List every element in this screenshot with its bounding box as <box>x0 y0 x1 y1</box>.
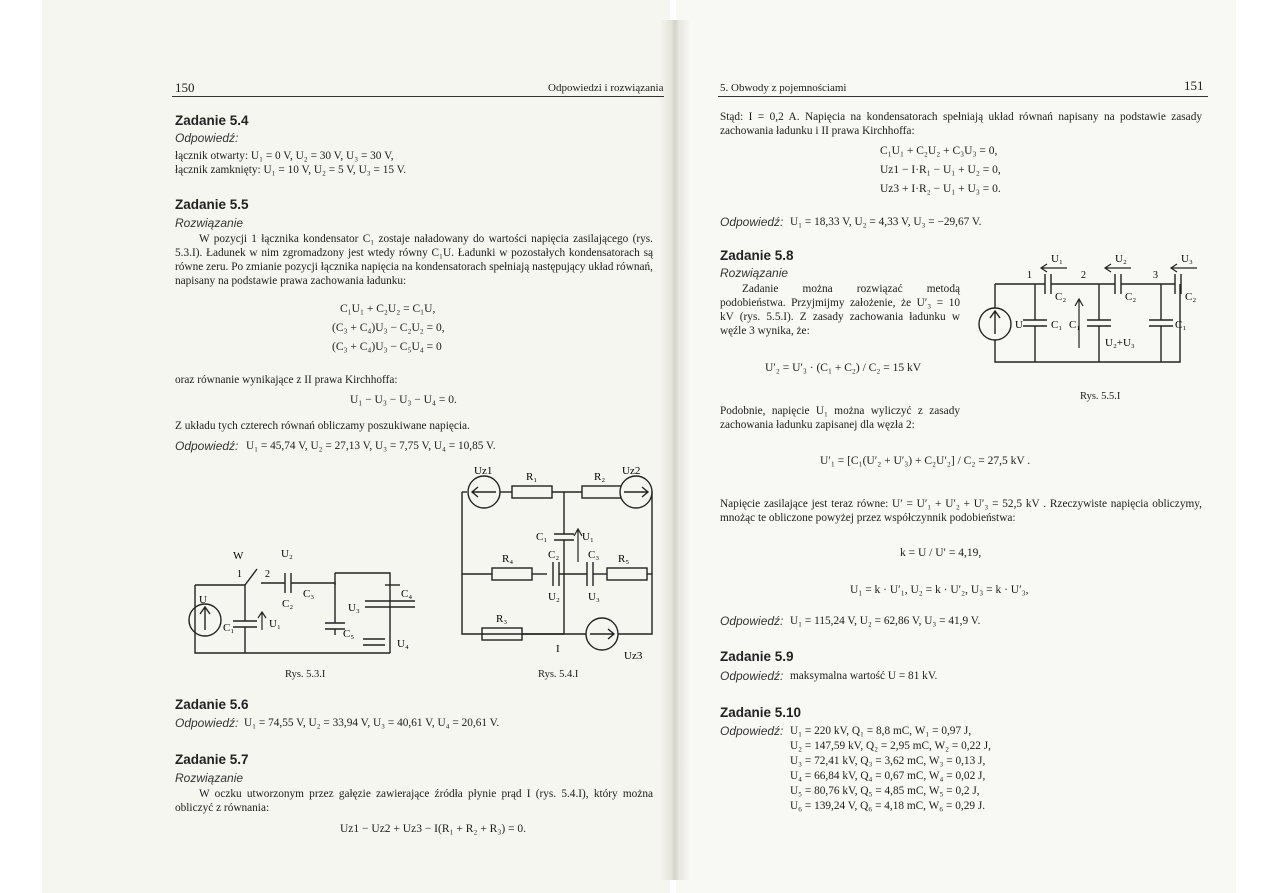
solution-label-5-7: Rozwiązanie <box>175 771 244 785</box>
label-u3: U₃ <box>348 602 360 614</box>
answer-label-5-9: Odpowiedź: <box>720 669 784 683</box>
answer-5-4-closed: łącznik zamknięty: U₁ = 10 V, U₂ = 5 V, U₃ = 15 V. <box>175 164 407 176</box>
label-c2c-fig55: C₂ <box>1185 291 1197 303</box>
equation-151-1: C₁U₁ + C₂U₂ + C₃U₃ = 0, <box>880 145 998 157</box>
paragraph-5-8-a: Zadanie można rozwiązać metodą podobieństwa. Przyjmijmy założenie, że U′₃ = 10 kV (rys. 5.5.I). Z zasady zachowania ładunku w węźle 3 wynika, że: <box>720 283 960 337</box>
paragraph-5-5-a: W pozycji 1 łącznika kondensator C₁ zostaje naładowany do wartości napięcia zasilającego (rys. 5.3.I). Ładunek w nim zgromadzony jest wtedy równy C₁U. Ładunki w pozostałych kondensatorach są równe zeru. Po zmianie pozycji łącznika napięcia na kondensatorach spełniają następujący układ równań, napisany na podstawie prawa zachowania ładunku: <box>175 233 653 287</box>
resistor-r5-icon <box>607 568 647 580</box>
label-w: W <box>233 550 244 562</box>
answer-label-5-7: Odpowiedź: <box>720 215 784 229</box>
right-running-head: 5. Obwody z pojemnościami <box>720 82 847 94</box>
label-node-3-fig55: 3 <box>1153 270 1158 281</box>
label-u2: U₂ <box>281 548 293 560</box>
left-page-number: 150 <box>175 80 195 95</box>
label-c1-fig54: C₁ <box>536 531 548 543</box>
answer-5-9: maksymalna wartość U = 81 kV. <box>790 670 938 682</box>
figure-5-3-circuit <box>185 535 425 665</box>
label-u: U <box>199 594 207 606</box>
equation-5-8-a: U′₂ = U′₃ · (C₁ + C₂) / C₂ = 15 kV <box>765 362 922 374</box>
answer-label-5-5: Odpowiedź: <box>175 439 239 453</box>
label-u3-fig55: U₃ <box>1181 253 1193 265</box>
heading-5-10: Zadanie 5.10 <box>720 705 802 720</box>
book-gutter <box>660 20 690 880</box>
label-r4: R₄ <box>502 553 514 565</box>
heading-5-8: Zadanie 5.8 <box>720 248 794 263</box>
label-c5: C₅ <box>343 628 355 640</box>
answer-5-10-row: U₂ = 147,59 kV, Q₂ = 2,95 mC, W₂ = 0,22 J, <box>790 740 991 752</box>
label-node-1: 1 <box>237 569 242 580</box>
paragraph-5-7: W oczku utworzonym przez gałęzie zawierające źródła płynie prąd I (rys. 5.4.I), który można obliczyć z równania: <box>175 788 653 814</box>
paragraph-5-8-c: Napięcie zasilające jest teraz równe: U′ = U′₁ + U′₂ + U′₃ = 52,5 kV . Rzeczywiste napięcia obliczymy, mnożąc te obliczone powyżej przez współczynnik podobieństwa: <box>720 498 1202 524</box>
label-node-2: 2 <box>265 569 270 580</box>
heading-5-9: Zadanie 5.9 <box>720 649 794 664</box>
left-header-rule <box>172 96 664 97</box>
caption-5-5: Rys. 5.5.I <box>1080 391 1121 402</box>
label-c2a-fig55: C₂ <box>1055 291 1067 303</box>
resistor-r1-icon <box>512 486 552 498</box>
label-current-i: I <box>556 643 560 655</box>
answer-5-10-row: U₆ = 139,24 V, Q₆ = 4,18 mC, W₆ = 0,29 J. <box>790 800 986 812</box>
equation-5-8-b: U′₁ = [C₁(U′₂ + U′₃) + C₂U′₂] / C₂ = 27,5 kV . <box>820 455 1031 467</box>
solution-label-5-5: Rozwiązanie <box>175 216 244 230</box>
label-u1: U₁ <box>269 618 281 630</box>
equation-5-8-k: k = U / U′ = 4,19, <box>900 547 982 559</box>
paragraph-5-5-b: oraz równanie wynikające z II prawa Kirchhoffa: <box>175 374 398 386</box>
label-c3: C₃ <box>303 588 315 600</box>
figure-5-4-circuit <box>452 462 667 672</box>
equation-5-7: Uz1 − Uz2 + Uz3 − I(R₁ + R₂ + R₃) = 0. <box>340 823 527 835</box>
label-u1-fig54: U₁ <box>582 531 594 543</box>
label-u1-fig55: U₁ <box>1051 253 1063 265</box>
label-c4: C₄ <box>401 588 413 600</box>
right-header-rule <box>718 96 1208 97</box>
figure-5-5-circuit <box>975 248 1200 378</box>
equation-5-5-2: (C₃ + C₄)U₃ − C₂U₂ = 0, <box>332 322 445 334</box>
answer-label-5-4: Odpowiedź: <box>175 131 239 145</box>
label-r5: R₅ <box>618 553 630 565</box>
left-running-head: Odpowiedzi i rozwiązania <box>548 82 664 94</box>
heading-5-6: Zadanie 5.6 <box>175 697 249 712</box>
right-page-number: 151 <box>1184 78 1204 93</box>
label-r2: R₂ <box>594 471 606 483</box>
label-c3-fig54: C₃ <box>588 549 600 561</box>
label-uz1: Uz1 <box>474 465 493 477</box>
heading-5-5: Zadanie 5.5 <box>175 197 249 212</box>
label-c2b-fig55: C₂ <box>1125 291 1137 303</box>
label-r3: R₃ <box>496 613 508 625</box>
paragraph-intro-151: Stąd: I = 0,2 A. Napięcia na kondensatorach spełniają układ równań napisany na podstawie zasady zachowania ładunku i II prawa Kirchhoffa: <box>720 111 1202 137</box>
equation-151-2: Uz1 − I·R₁ − U₁ + U₂ = 0, <box>880 164 1001 176</box>
heading-5-7: Zadanie 5.7 <box>175 752 249 767</box>
label-u2-fig55: U₂ <box>1115 253 1127 265</box>
label-c1: C₁ <box>223 622 235 634</box>
answer-5-10-row: U₃ = 72,41 kV, Q₃ = 3,62 mC, W₃ = 0,13 J, <box>790 755 986 767</box>
answer-label-5-8: Odpowiedź: <box>720 614 784 628</box>
label-c1b-fig55: C₁ <box>1069 319 1081 331</box>
equation-5-8-u: U₁ = k · U′₁, U₂ = k · U′₂, U₃ = k · U′₃, <box>850 584 1029 596</box>
equation-151-3: Uz3 + I·R₂ − U₁ + U₃ = 0. <box>880 183 1001 195</box>
paragraph-5-8-b: Podobnie, napięcie U₁ można wyliczyć z zasady zachowania ładunku zapisanej dla węzła 2: <box>720 405 960 431</box>
solution-label-5-8: Rozwiązanie <box>720 266 789 280</box>
equation-5-5-1: C₁U₁ + C₂U₂ = C₁U, <box>340 303 436 315</box>
label-c1c-fig55: C₁ <box>1175 319 1187 331</box>
label-u4: U₄ <box>397 638 409 650</box>
label-c1a-fig55: C₁ <box>1051 319 1063 331</box>
answer-5-6: U₁ = 74,55 V, U₂ = 33,94 V, U₃ = 40,61 V, U₄ = 20,61 V. <box>244 717 500 729</box>
label-uz2: Uz2 <box>622 465 641 477</box>
caption-5-3: Rys. 5.3.I <box>285 669 326 680</box>
resistor-r4-icon <box>492 568 532 580</box>
label-u2-fig54: U₂ <box>548 591 560 603</box>
answer-5-8: U₁ = 115,24 V, U₂ = 62,86 V, U₃ = 41,9 V. <box>790 615 981 627</box>
label-r1: R₁ <box>526 471 538 483</box>
resistor-r2-icon <box>582 486 622 498</box>
answer-5-10-row: U₁ = 220 kV, Q₁ = 8,8 mC, W₁ = 0,97 J, <box>790 725 972 737</box>
label-node-1-fig55: 1 <box>1027 270 1032 281</box>
caption-5-4: Rys. 5.4.I <box>538 669 579 680</box>
answer-5-10-row: U₅ = 80,76 kV, Q₅ = 4,85 mC, W₅ = 0,2 J, <box>790 785 980 797</box>
label-c2: C₂ <box>282 598 294 610</box>
answer-5-4-open: łącznik otwarty: U₁ = 0 V, U₂ = 30 V, U₃ = 30 V, <box>175 150 394 162</box>
equation-5-5-4: U₁ − U₃ − U₃ − U₄ = 0. <box>350 394 457 406</box>
answer-5-10-row: U₄ = 66,84 kV, Q₄ = 0,67 mC, W₄ = 0,02 J, <box>790 770 986 782</box>
answer-label-5-6: Odpowiedź: <box>175 716 239 730</box>
heading-5-4: Zadanie 5.4 <box>175 113 249 128</box>
label-u3-fig54: U₃ <box>588 591 600 603</box>
label-node-2-fig55: 2 <box>1081 270 1086 281</box>
equation-5-5-3: (C₃ + C₄)U₃ − C₅U₄ = 0 <box>332 341 442 353</box>
answer-5-5: U₁ = 45,74 V, U₂ = 27,13 V, U₃ = 7,75 V, U₄ = 10,85 V. <box>246 440 496 452</box>
answer-5-7: U₁ = 18,33 V, U₂ = 4,33 V, U₃ = −29,67 V. <box>790 216 982 228</box>
paragraph-5-5-c: Z układu tych czterech równań obliczamy poszukiwane napięcia. <box>175 420 470 432</box>
label-c2-fig54: C₂ <box>548 549 560 561</box>
label-uz3: Uz3 <box>624 650 643 662</box>
label-u-fig55: U <box>1015 319 1023 331</box>
answer-label-5-10: Odpowiedź: <box>720 724 784 738</box>
label-u2u3-fig55: U₂+U₃ <box>1105 337 1135 349</box>
